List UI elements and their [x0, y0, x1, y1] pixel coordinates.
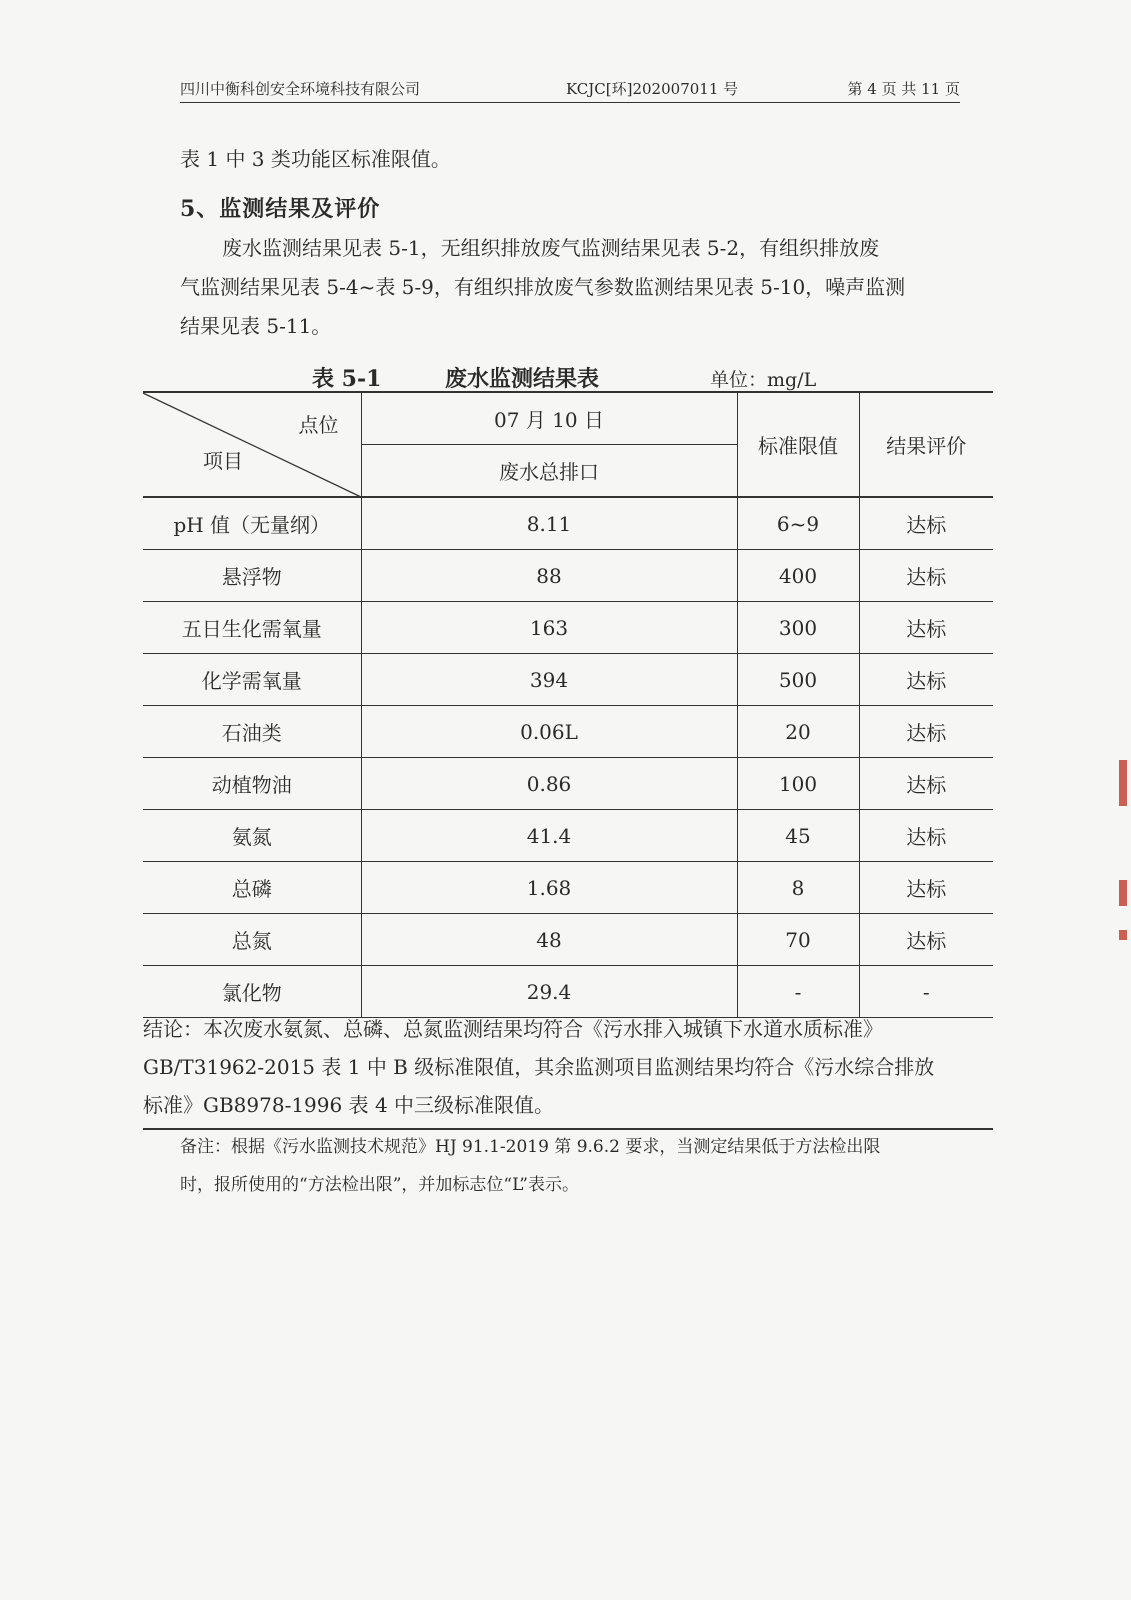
table-title: 废水监测结果表 [445, 366, 600, 392]
table-row [143, 706, 993, 758]
cell-value: 29.4 [361, 966, 737, 1018]
cell-item: 化学需氧量 [143, 654, 361, 706]
table-row [143, 914, 993, 966]
cell-limit: 8 [737, 862, 859, 914]
cell-value: 48 [361, 914, 737, 966]
cell-eval: 达标 [859, 654, 993, 706]
cell-eval: 达标 [859, 497, 993, 550]
diagonal-header-cell [143, 392, 361, 497]
cell-eval: - [859, 966, 993, 1018]
cell-limit: 500 [737, 654, 859, 706]
header-date: 07 月 10 日 [361, 392, 737, 445]
cell-value: 8.11 [361, 497, 737, 550]
table-row [143, 862, 993, 914]
paragraph-intro: 表 1 中 3 类功能区标准限值。 [180, 147, 451, 171]
cell-limit: 6~9 [737, 497, 859, 550]
cell-item: pH 值（无量纲） [143, 497, 361, 550]
header-location: 废水总排口 [361, 445, 737, 498]
cell-eval: 达标 [859, 602, 993, 654]
cell-limit: 20 [737, 706, 859, 758]
header-point-label: 点位 [298, 413, 339, 437]
header-item-label: 项目 [203, 449, 243, 473]
section-title: 5、监测结果及评价 [180, 196, 381, 222]
company-name: 四川中衡科创安全环境科技有限公司 [180, 80, 421, 98]
cell-value: 163 [361, 602, 737, 654]
cell-item: 石油类 [143, 706, 361, 758]
cell-limit: - [737, 966, 859, 1018]
page-number: 第 4 页 共 11 页 [847, 80, 960, 98]
header-eval: 结果评价 [859, 392, 993, 497]
cell-limit: 70 [737, 914, 859, 966]
table-number: 表 5-1 [312, 366, 382, 392]
cell-limit: 45 [737, 810, 859, 862]
cell-limit: 100 [737, 758, 859, 810]
table-row [143, 497, 993, 550]
paragraph-line-2: 气监测结果见表 5-4~表 5-9，有组织排放废气参数监测结果见表 5-10，噪声监测 [180, 275, 906, 299]
stamp-mark [1119, 930, 1127, 940]
table-row [143, 550, 993, 602]
note-line-2: 时，报所使用的“方法检出限”，并加标志位“L”表示。 [180, 1175, 579, 1195]
cell-eval: 达标 [859, 758, 993, 810]
cell-item: 总磷 [143, 862, 361, 914]
cell-item: 悬浮物 [143, 550, 361, 602]
page-header [180, 76, 960, 103]
cell-value: 41.4 [361, 810, 737, 862]
cell-eval: 达标 [859, 706, 993, 758]
cell-value: 0.06L [361, 706, 737, 758]
stamp-mark [1119, 760, 1127, 806]
paragraph-line-3: 结果见表 5-11。 [180, 314, 332, 338]
table-row [143, 758, 993, 810]
cell-eval: 达标 [859, 862, 993, 914]
table-row [143, 810, 993, 862]
cell-eval: 达标 [859, 810, 993, 862]
conclusion-line-3: 标准》GB8978-1996 表 4 中三级标准限值。 [143, 1093, 555, 1117]
table-row [143, 602, 993, 654]
table-row [143, 654, 993, 706]
cell-item: 氨氮 [143, 810, 361, 862]
note-line-1: 备注：根据《污水监测技术规范》HJ 91.1-2019 第 9.6.2 要求，当测定结果低于方法检出限 [180, 1137, 881, 1157]
cell-eval: 达标 [859, 914, 993, 966]
cell-limit: 400 [737, 550, 859, 602]
wastewater-results-table [143, 391, 993, 1018]
conclusion-line-2: GB/T31962-2015 表 1 中 B 级标准限值，其余监测项目监测结果均符合《污水综合排放 [143, 1055, 935, 1079]
conclusion [143, 1010, 993, 1130]
report-code: KCJC[环]202007011 号 [566, 80, 739, 98]
cell-limit: 300 [737, 602, 859, 654]
paragraph-line-1: 废水监测结果见表 5-1，无组织排放废气监测结果见表 5-2，有组织排放废 [222, 236, 880, 260]
cell-value: 394 [361, 654, 737, 706]
cell-item: 氯化物 [143, 966, 361, 1018]
cell-eval: 达标 [859, 550, 993, 602]
stamp-mark [1119, 880, 1127, 906]
cell-value: 0.86 [361, 758, 737, 810]
conclusion-line-1: 结论：本次废水氨氮、总磷、总氮监测结果均符合《污水排入城镇下水道水质标准》 [143, 1017, 883, 1041]
cell-item: 总氮 [143, 914, 361, 966]
cell-item: 动植物油 [143, 758, 361, 810]
cell-value: 1.68 [361, 862, 737, 914]
cell-item: 五日生化需氧量 [143, 602, 361, 654]
cell-value: 88 [361, 550, 737, 602]
table-unit: 单位：mg/L [710, 369, 817, 391]
header-limit: 标准限值 [737, 392, 859, 497]
